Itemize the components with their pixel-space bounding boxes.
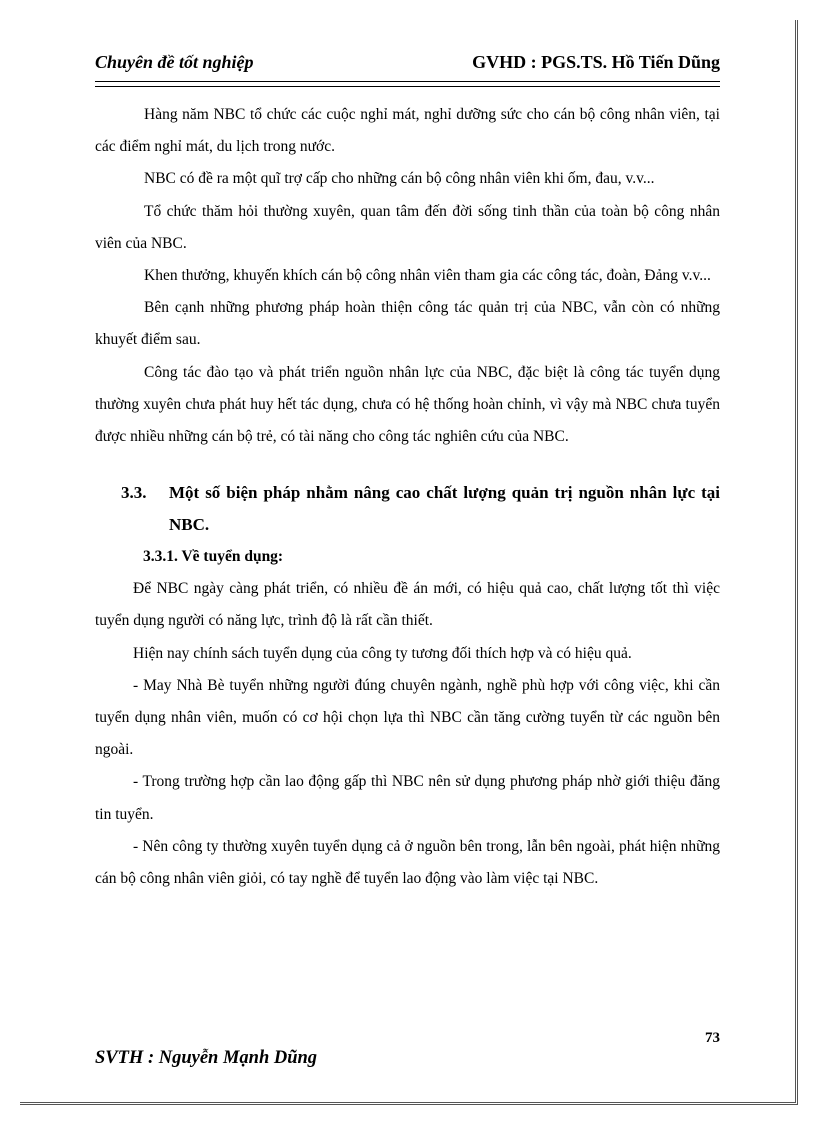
- paragraph: Khen thưởng, khuyến khích cán bộ công nhân viên tham gia các công tác, đoàn, Đảng v.v...: [144, 267, 711, 285]
- header-supervisor: GVHD : PGS.TS. Hồ Tiến Dũng: [472, 52, 720, 72]
- subsection-heading: 3.3.1. Về tuyển dụng:: [143, 548, 284, 566]
- paragraph: NBC có đề ra một quĩ trợ cấp cho những cán bộ công nhân viên khi ốm, đau, v.v...: [144, 170, 655, 188]
- list-item: - Trong trường hợp cần lao động gấp thì NBC nên sử dụng phương pháp nhờ giới thiệu đăng tin tuyển.: [95, 773, 720, 823]
- list-item: - Nên công ty thường xuyên tuyển dụng cả ở nguồn bên trong, lẫn bên ngoài, phát hiện những cán bộ công nhân viên giỏi, có tay nghề để tuyển lao động vào làm việc tại NBC.: [95, 837, 720, 888]
- page-header: [95, 52, 720, 78]
- section-title: Một số biện pháp nhằm nâng cao chất lượng quản trị nguồn nhân lực tại NBC.: [169, 483, 720, 535]
- section-heading: [95, 477, 720, 541]
- footer-author: SVTH : Nguyễn Mạnh Dũng: [95, 1048, 318, 1068]
- header-course-title: Chuyên đề tốt nghiệp: [95, 52, 254, 72]
- paragraph: Tổ chức thăm hỏi thường xuyên, quan tâm đến đời sống tinh thần của toàn bộ công nhân viên của NBC.: [95, 202, 720, 252]
- paragraph: Hiện nay chính sách tuyển dụng của công ty tương đối thích hợp và có hiệu quả.: [133, 644, 632, 662]
- paragraph: Để NBC ngày càng phát triển, có nhiều đề án mới, có hiệu quả cao, chất lượng tốt thì việc tuyển dụng người có năng lực, trình độ là rất cần thiết.: [95, 580, 720, 630]
- list-item: - May Nhà Bè tuyển những người đúng chuyên ngành, nghề phù hợp với công việc, khi cần tuyển dụng nhân viên, muốn có cơ hội chọn lựa thì NBC cần tăng cường tuyển từ các nguồn bên ngoài.: [95, 676, 720, 759]
- body-content: [95, 99, 720, 895]
- page-number: 73: [705, 1030, 720, 1046]
- paragraph: Hàng năm NBC tổ chức các cuộc nghỉ mát, nghỉ dưỡng sức cho cán bộ công nhân viên, tại các điểm nghỉ mát, du lịch trong nước.: [95, 106, 720, 156]
- section-number: 3.3.: [121, 483, 147, 503]
- header-divider: [95, 81, 720, 87]
- paragraph: Công tác đào tạo và phát triển nguồn nhân lực của NBC, đặc biệt là công tác tuyển dụng thường xuyên chưa phát huy hết tác dụng, chưa có hệ thống hoàn chỉnh, vì vậy mà NBC chưa tuyển được nhiều những cán bộ trẻ, có tài năng cho công tác nghiên cứu của NBC.: [95, 363, 720, 446]
- paragraph: Bên cạnh những phương pháp hoàn thiện công tác quản trị của NBC, vẫn còn có những khuyết điểm sau.: [95, 299, 720, 349]
